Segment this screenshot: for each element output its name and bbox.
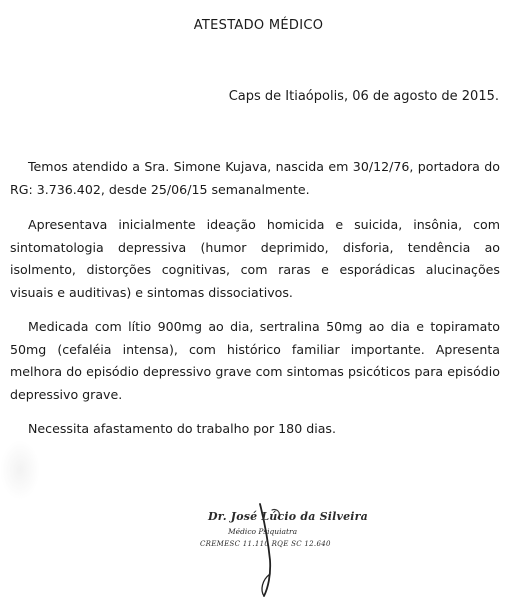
dateline: Caps de Itiaópolis, 06 de agosto de 2015. (228, 89, 499, 104)
stamp-doctor-role: Médico Psiquiatra (228, 527, 298, 536)
document-title: ATESTADO MÉDICO (193, 18, 324, 33)
doctor-stamp-signature (198, 500, 368, 600)
paragraph-medication: Medicada com lítio 900mg ao dia, sertralina 50mg ao dia e topiramato 50mg (cefaléia intensa), com histórico familiar importante. Apresenta melhora do episódio depressivo grave com sintomas psicóticos para episódio depressivo grave. (10, 319, 500, 402)
paragraph-symptoms: Apresentava inicialmente ideação homicida e suicida, insônia, com sintomatologia depressiva (humor deprimido, disforia, tendência ao isolmento, distorções cognitivas, com raras e esporádicas alucinações visuais e auditivas) e sintomas dissociativos. (10, 217, 500, 300)
scan-smudge (0, 440, 40, 500)
paragraph-patient-info: Temos atendido a Sra. Simone Kujava, nascida em 30/12/76, portadora do RG: 3.736.402, desde 25/06/15 semanalmente. (10, 159, 500, 197)
paragraph-leave-request: Necessita afastamento do trabalho por 180 dias. (28, 421, 336, 436)
stamp-doctor-name: Dr. José Lúcio da Silveira (208, 510, 368, 523)
stamp-registration: CREMESC 11.110 RQE SC 12.640 (200, 540, 331, 548)
